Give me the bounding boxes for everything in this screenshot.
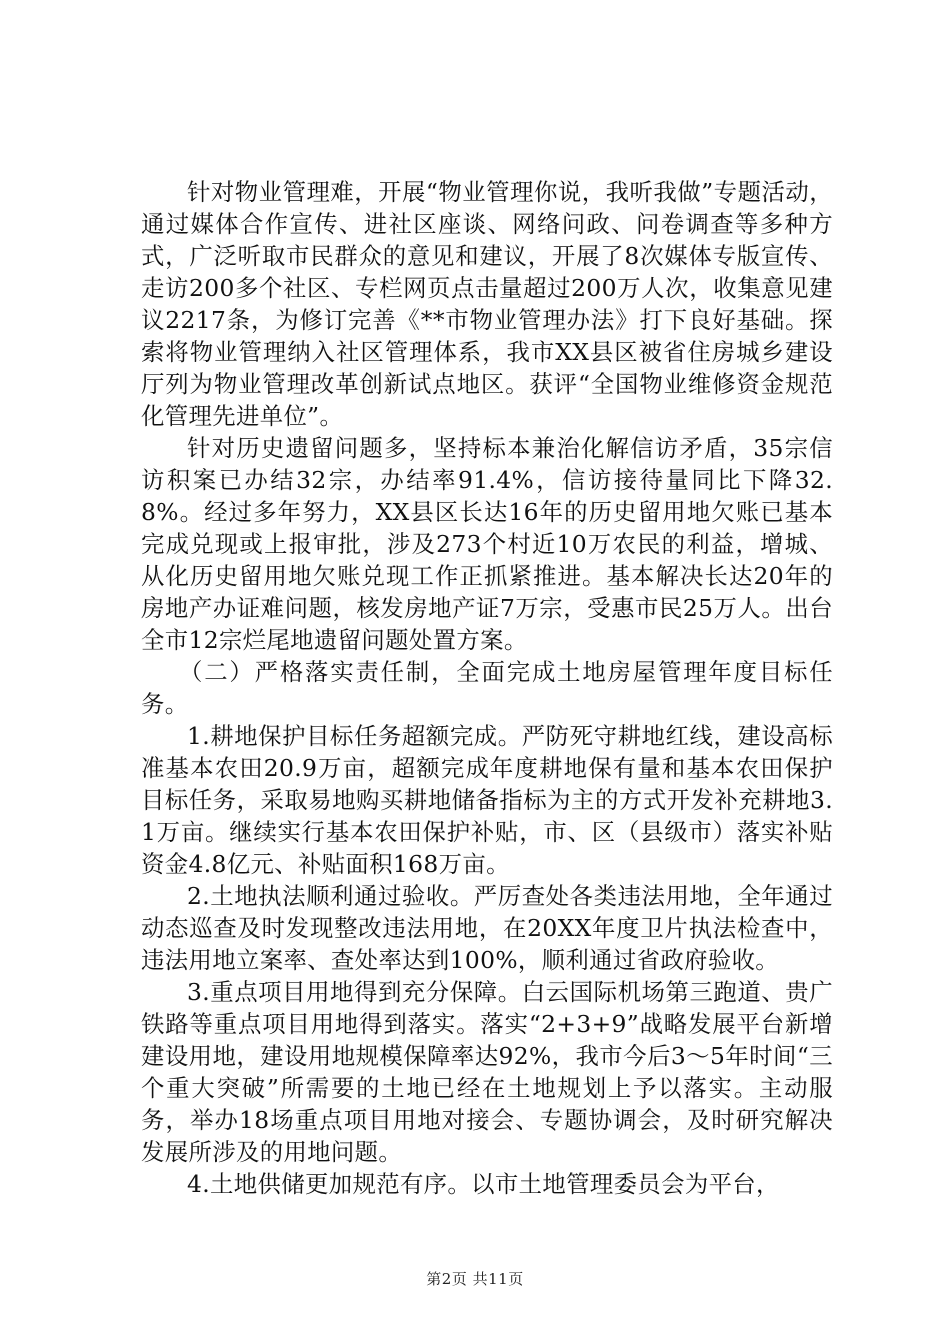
paragraph-property-management: 针对物业管理难，开展“物业管理你说，我听我做”专题活动，通过媒体合作宣传、进社区座谈、网络问政、问卷调查等多种方式，广泛听取市民群众的意见和建议，开展了8次媒体专版宣传、走访200多个社区、专栏网页点击量超过200万人次，收集意见建议2217条，为修订完善《**市物业管理办法》打下良好基础。探索将物业管理纳入社区管理体系，我市XX县区被省住房城乡建设厅列为物业管理改革创新试点地区。获评“全国物业维修资金规范化管理先进单位”。 (141, 178, 833, 430)
paragraph-land-enforcement: 2.土地执法顺利通过验收。严厉查处各类违法用地，全年通过动态巡查及时发现整改违法用地，在20XX年度卫片执法检查中，违法用地立案率、查处率达到100%，顺利通过省政府验收。 (141, 882, 833, 974)
paragraph-key-project-land: 3.重点项目用地得到充分保障。白云国际机场第三跑道、贵广铁路等重点项目用地得到落实。落实“2+3+9”战略发展平台新增建设用地，建设用地规模保障率达92%，我市今后3～5年时间“三个重大突破”所需要的土地已经在土地规划上予以落实。主动服务，举办18场重点项目用地对接会、专题协调会，及时研究解决发展所涉及的用地问题。 (141, 978, 833, 1166)
section-heading-2: （二）严格落实责任制，全面完成土地房屋管理年度目标任务。 (141, 658, 833, 718)
paragraph-farmland-protection: 1.耕地保护目标任务超额完成。严防死守耕地红线，建设高标准基本农田20.9万亩，超额完成年度耕地保有量和基本农田保护目标任务，采取易地购买耕地储备指标为主的方式开发补充耕地3.1万亩。继续实行基本农田保护补贴，市、区（县级市）落实补贴资金4.8亿元、补贴面积168万亩。 (141, 722, 833, 878)
page-number-footer: 第2页 共11页 (426, 1270, 524, 1288)
document-body (141, 176, 833, 1200)
paragraph-land-supply: 4.土地供储更加规范有序。以市土地管理委员会为平台， (187, 1170, 780, 1198)
paragraph-historical-issues: 针对历史遗留问题多，坚持标本兼治化解信访矛盾，35宗信访积案已办结32宗，办结率91.4%，信访接待量同比下降32.8%。经过多年努力，XX县区长达16年的历史留用地欠账已基本完成兑现或上报审批，涉及273个村近10万农民的利益，增城、从化历史留用地欠账兑现工作正抓紧推进。基本解决长达20年的房地产办证难问题，核发房地产证7万宗，受惠市民25万人。出台全市12宗烂尾地遗留问题处置方案。 (141, 434, 833, 654)
